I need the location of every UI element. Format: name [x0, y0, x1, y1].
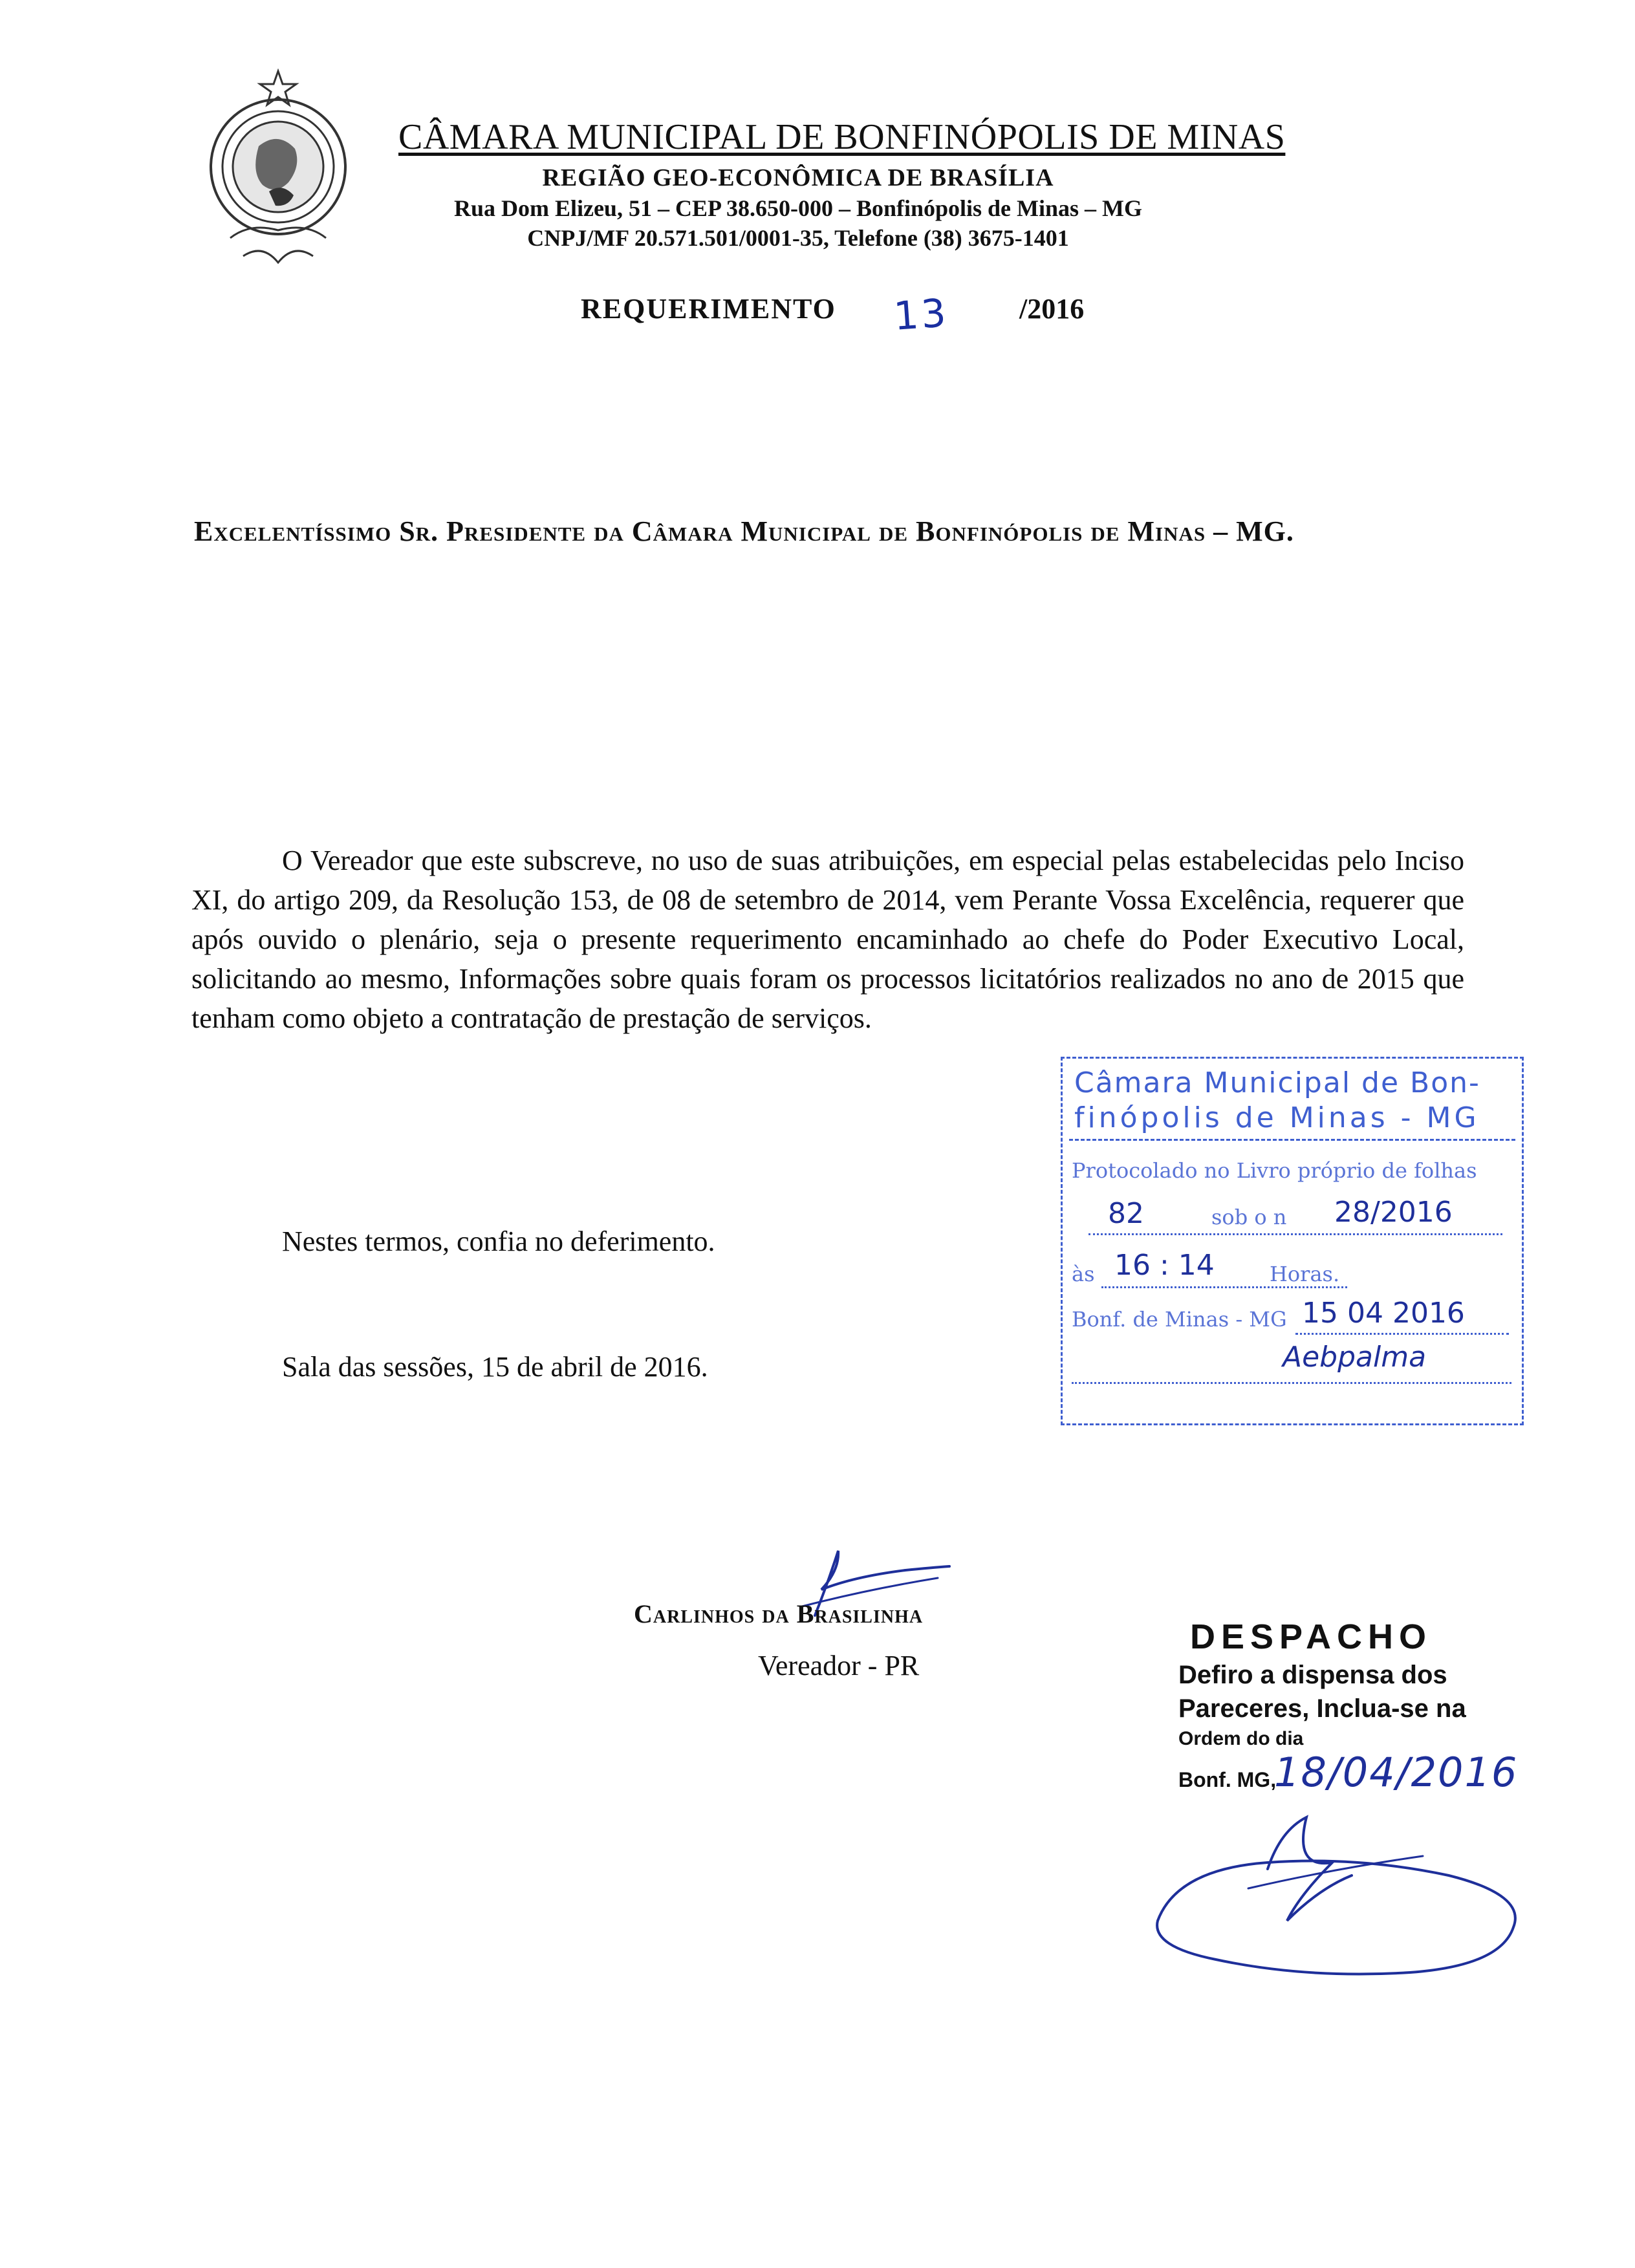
despacho-line1: Defiro a dispensa dos	[1178, 1661, 1447, 1689]
stamp-divider	[1069, 1139, 1515, 1141]
stamp-dotted-line	[1295, 1333, 1509, 1335]
stamp-protocol-text: Protocolado no Livro próprio de folhas	[1072, 1158, 1477, 1183]
despacho-date-value: 18/04/2016	[1274, 1749, 1519, 1796]
stamp-protocol-number: 28/2016	[1334, 1196, 1453, 1229]
document-type-label: REQUERIMENTO	[581, 293, 836, 325]
stamp-folhas-value: 82	[1108, 1197, 1144, 1230]
despacho-line3: Ordem do dia	[1178, 1728, 1304, 1749]
signatory-role: Vereador - PR	[758, 1650, 920, 1681]
stamp-sob-label: sob o n	[1211, 1205, 1287, 1229]
body-paragraph: O Vereador que este subscreve, no uso de suas atribuições, em especial pelas estabelecidas pelo Inciso XI, do artigo 209, da Resolução 153, de 08 de setembro de 2014, vem Perante Vossa Excelência, requerer que após ouvido o plenário, seja o presente requerimento encaminhado ao chefe do Poder Executivo Local, solicitando ao mesmo, Informações sobre quais foram os processos licitatórios realizados no ano de 2015 que tenham como objeto a contratação de prestação de serviços.	[191, 845, 1464, 1034]
closing-line: Nestes termos, confia no deferimento.	[282, 1226, 715, 1257]
institution-address: Rua Dom Elizeu, 51 – CEP 38.650-000 – Bonfinópolis de Minas – MG	[453, 195, 1143, 221]
stamp-dotted-line	[1072, 1382, 1511, 1384]
requerimento-number: 13	[892, 290, 950, 340]
stamp-dotted-line	[1101, 1286, 1347, 1288]
despacho-line2: Pareceres, Inclua-se na	[1178, 1694, 1466, 1723]
stamp-title-line1: Câmara Municipal de Bon-	[1074, 1066, 1480, 1099]
institution-title: CÂMARA MUNICIPAL DE BONFINÓPOLIS DE MINAS	[398, 117, 1286, 157]
despacho-title: DESPACHO	[1190, 1617, 1433, 1656]
stamp-signature: Aebpalma	[1283, 1341, 1427, 1374]
president-signature-icon	[1138, 1791, 1539, 1985]
stamp-dotted-line	[1088, 1233, 1502, 1235]
stamp-horas-label: Horas.	[1270, 1262, 1340, 1286]
despacho-date-label: Bonf. MG,	[1178, 1768, 1277, 1791]
institution-cnpj-phone: CNPJ/MF 20.571.501/0001-35, Telefone (38) 3675-1401	[527, 225, 1069, 251]
requerimento-year: /2016	[1019, 293, 1085, 325]
signatory-name: Carlinhos da Brasilinha	[634, 1599, 924, 1628]
institution-region: REGIÃO GEO-ECONÔMICA DE BRASÍLIA	[542, 164, 1054, 191]
addressee-line: Excelentíssimo Sr. Presidente da Câmara Municipal de Bonfinópolis de Minas – MG.	[194, 515, 1294, 547]
municipal-seal-icon	[191, 69, 365, 274]
stamp-city-label: Bonf. de Minas - MG	[1072, 1307, 1287, 1332]
stamp-time-value: 16 : 14	[1114, 1249, 1215, 1282]
stamp-title-line2: finópolis de Minas - MG	[1074, 1101, 1480, 1134]
place-and-date: Sala das sessões, 15 de abril de 2016.	[282, 1351, 708, 1383]
protocol-stamp	[1061, 1057, 1524, 1425]
stamp-date-value: 15 04 2016	[1302, 1297, 1465, 1330]
stamp-as-label: às	[1072, 1262, 1095, 1286]
